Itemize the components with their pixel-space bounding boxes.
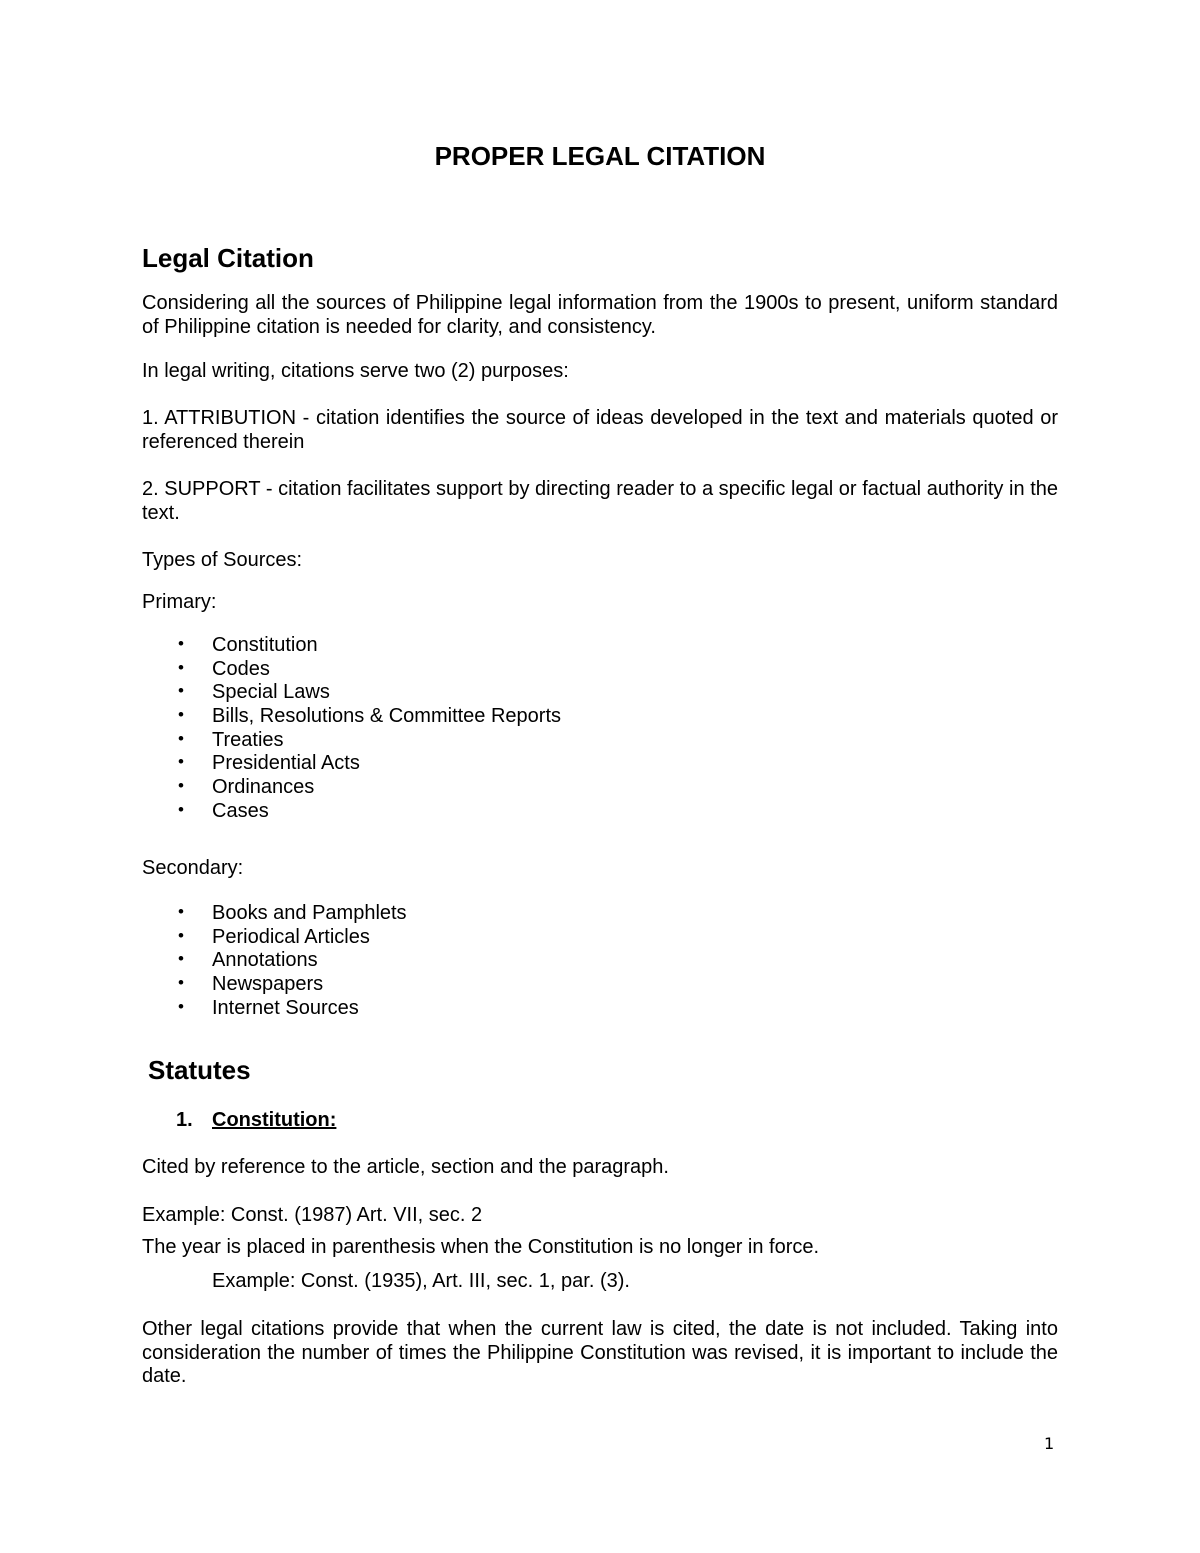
section-heading-legal-citation: Legal Citation [142, 243, 314, 273]
list-item-label: Cases [212, 799, 269, 822]
bullet-icon: • [178, 634, 184, 653]
list-item-label: Codes [212, 657, 270, 680]
bullet-icon: • [178, 996, 184, 1016]
bullet-icon: • [178, 799, 184, 819]
list-item-label: Special Laws [212, 681, 330, 704]
item-title: Constitution: [212, 1109, 337, 1131]
list-item [142, 949, 407, 973]
list-item-label: Constitution [212, 634, 318, 656]
primary-sources-list [142, 634, 561, 824]
page-number: 1 [1044, 1434, 1055, 1453]
bullet-icon: • [178, 752, 184, 772]
secondary-label: Secondary: [142, 857, 244, 879]
primary-label: Primary: [142, 591, 217, 613]
list-item-label: Bills, Resolutions & Committee Reports [212, 705, 562, 728]
list-item-label: Presidential Acts [212, 752, 360, 775]
closing-paragraph: Other legal citations provide that when the current law is cited, the date is not included. Taking into consideration the number of times the Philippine Constitution was revised, it is important to include the date. [142, 1318, 1058, 1387]
intro-paragraph: Considering all the sources of Philippine legal information from the 1900s to present, uniform standard of Philippine citation is needed for clarity, and consistency. [142, 292, 1058, 338]
purpose-attribution: 1. ATTRIBUTION - citation identifies the source of ideas developed in the text and materials quoted or referenced therein [142, 407, 1058, 453]
bullet-icon: • [178, 776, 184, 796]
secondary-sources-list [142, 902, 407, 1020]
list-item [142, 776, 561, 800]
bullet-icon: • [178, 925, 184, 945]
list-item [142, 729, 561, 753]
list-item-label: Treaties [212, 728, 284, 751]
list-item-label: Internet Sources [212, 996, 359, 1019]
list-item [142, 658, 561, 682]
list-item [142, 926, 407, 950]
bullet-icon: • [178, 681, 184, 701]
list-item [142, 902, 407, 926]
list-item [142, 752, 561, 776]
page-title: PROPER LEGAL CITATION [434, 141, 766, 171]
list-item [142, 997, 407, 1021]
purposes-intro: In legal writing, citations serve two (2) purposes: [142, 360, 569, 382]
list-item [142, 705, 561, 729]
purpose-support: 2. SUPPORT - citation facilitates support by directing reader to a specific legal or factual authority in the text. [142, 478, 1058, 524]
list-item-label: Ordinances [212, 776, 315, 799]
types-of-sources-label: Types of Sources: [142, 549, 303, 571]
example-1935: Example: Const. (1935), Art. III, sec. 1, par. (3). [212, 1270, 630, 1292]
bullet-icon: • [178, 902, 184, 921]
list-item [142, 800, 561, 824]
example-1987: Example: Const. (1987) Art. VII, sec. 2 [142, 1204, 483, 1226]
section-heading-statutes: Statutes [148, 1055, 251, 1085]
year-note: The year is placed in parenthesis when the Constitution is no longer in force. [142, 1236, 820, 1258]
list-item [142, 973, 407, 997]
list-item-label: Periodical Articles [212, 925, 370, 948]
list-item [142, 634, 561, 658]
bullet-icon: • [178, 705, 184, 725]
item-number: 1. [176, 1109, 193, 1131]
bullet-icon: • [178, 949, 184, 969]
numbered-heading-constitution [176, 1108, 336, 1132]
list-item-label: Books and Pamphlets [212, 902, 407, 924]
bullet-icon: • [178, 728, 184, 748]
list-item-label: Newspapers [212, 973, 324, 996]
cited-by-paragraph: Cited by reference to the article, section and the paragraph. [142, 1156, 669, 1178]
bullet-icon: • [178, 657, 184, 677]
bullet-icon: • [178, 973, 184, 993]
list-item-label: Annotations [212, 949, 318, 972]
list-item [142, 681, 561, 705]
